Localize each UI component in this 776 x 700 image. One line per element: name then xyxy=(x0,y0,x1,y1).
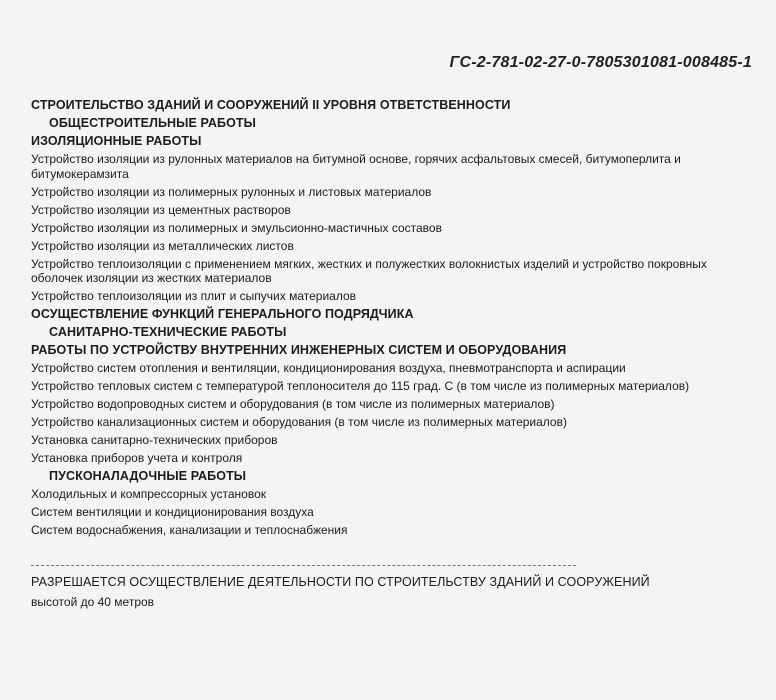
list-item: Устройство водопроводных систем и оборудования (в том числе из полимерных материалов) xyxy=(31,397,555,411)
section-heading: СТРОИТЕЛЬСТВО ЗДАНИЙ И СООРУЖЕНИЙ II УРОВНЯ ОТВЕТСТВЕННОСТИ xyxy=(31,98,511,112)
subsection-heading: САНИТАРНО-ТЕХНИЧЕСКИЕ РАБОТЫ xyxy=(49,325,287,339)
permission-block xyxy=(31,574,751,610)
list-item: Устройство изоляции из цементных растворов xyxy=(31,202,291,217)
list-item: Устройство теплоизоляции из плит и сыпучих материалов xyxy=(31,289,357,303)
list-item: Устройство тепловых систем с температурой теплоносителя до 115 град. С (в том числе из полимерных материалов) xyxy=(31,379,690,393)
subsection-heading: ОБЩЕСТРОИТЕЛЬНЫЕ РАБОТЫ xyxy=(49,116,256,130)
list-item: Устройство систем отопления и вентиляции, кондиционирования воздуха, пневмотранспорта и аспирации xyxy=(31,361,626,375)
section-heading: РАБОТЫ ПО УСТРОЙСТВУ ВНУТРЕННИХ ИНЖЕНЕРНЫХ СИСТЕМ И ОБОРУДОВАНИЯ xyxy=(31,343,567,357)
subsection-heading: ПУСКОНАЛАДОЧНЫЕ РАБОТЫ xyxy=(49,469,247,483)
section-heading: ОСУЩЕСТВЛЕНИЕ ФУНКЦИЙ ГЕНЕРАЛЬНОГО ПОДРЯДЧИКА xyxy=(31,307,414,321)
section-heading: ИЗОЛЯЦИОННЫЕ РАБОТЫ xyxy=(31,134,202,148)
list-item: Установка приборов учета и контроля xyxy=(31,451,243,465)
list-item: Устройство изоляции из металлических листов xyxy=(31,238,294,253)
list-item: Устройство канализационных систем и оборудования (в том числе из полимерных материалов) xyxy=(31,415,567,429)
permission-statement: РАЗРЕШАЕТСЯ ОСУЩЕСТВЛЕНИЕ ДЕЯТЕЛЬНОСТИ ПО СТРОИТЕЛЬСТВУ ЗДАНИЙ И СООРУЖЕНИЙ xyxy=(31,575,650,589)
list-item: Устройство изоляции из рулонных материалов на битумной основе, горячих асфальтовых смесей, битумоперлита и битумокерамзита xyxy=(31,152,681,181)
list-item: Систем вентиляции и кондиционирования воздуха xyxy=(31,505,314,519)
list-item: Устройство изоляции из полимерных и эмульсионно-мастичных составов xyxy=(31,220,442,235)
dashed-divider xyxy=(31,565,576,566)
list-item: Устройство теплоизоляции с применением мягких, жестких и полужестких волокнистых изделий и устройство покровных оболочек изоляции из жестких материалов xyxy=(31,256,707,285)
list-item: Устройство изоляции из полимерных рулонных и листовых материалов xyxy=(31,184,432,199)
work-types-list xyxy=(31,98,751,541)
list-item: Систем водоснабжения, канализации и теплоснабжения xyxy=(31,523,348,537)
document-number: ГС-2-781-02-27-0-7805301081-008485-1 xyxy=(449,54,752,71)
height-limit: высотой до 40 метров xyxy=(31,595,155,609)
list-item: Холодильных и компрессорных установок xyxy=(31,487,266,501)
list-item: Установка санитарно-технических приборов xyxy=(31,433,278,447)
